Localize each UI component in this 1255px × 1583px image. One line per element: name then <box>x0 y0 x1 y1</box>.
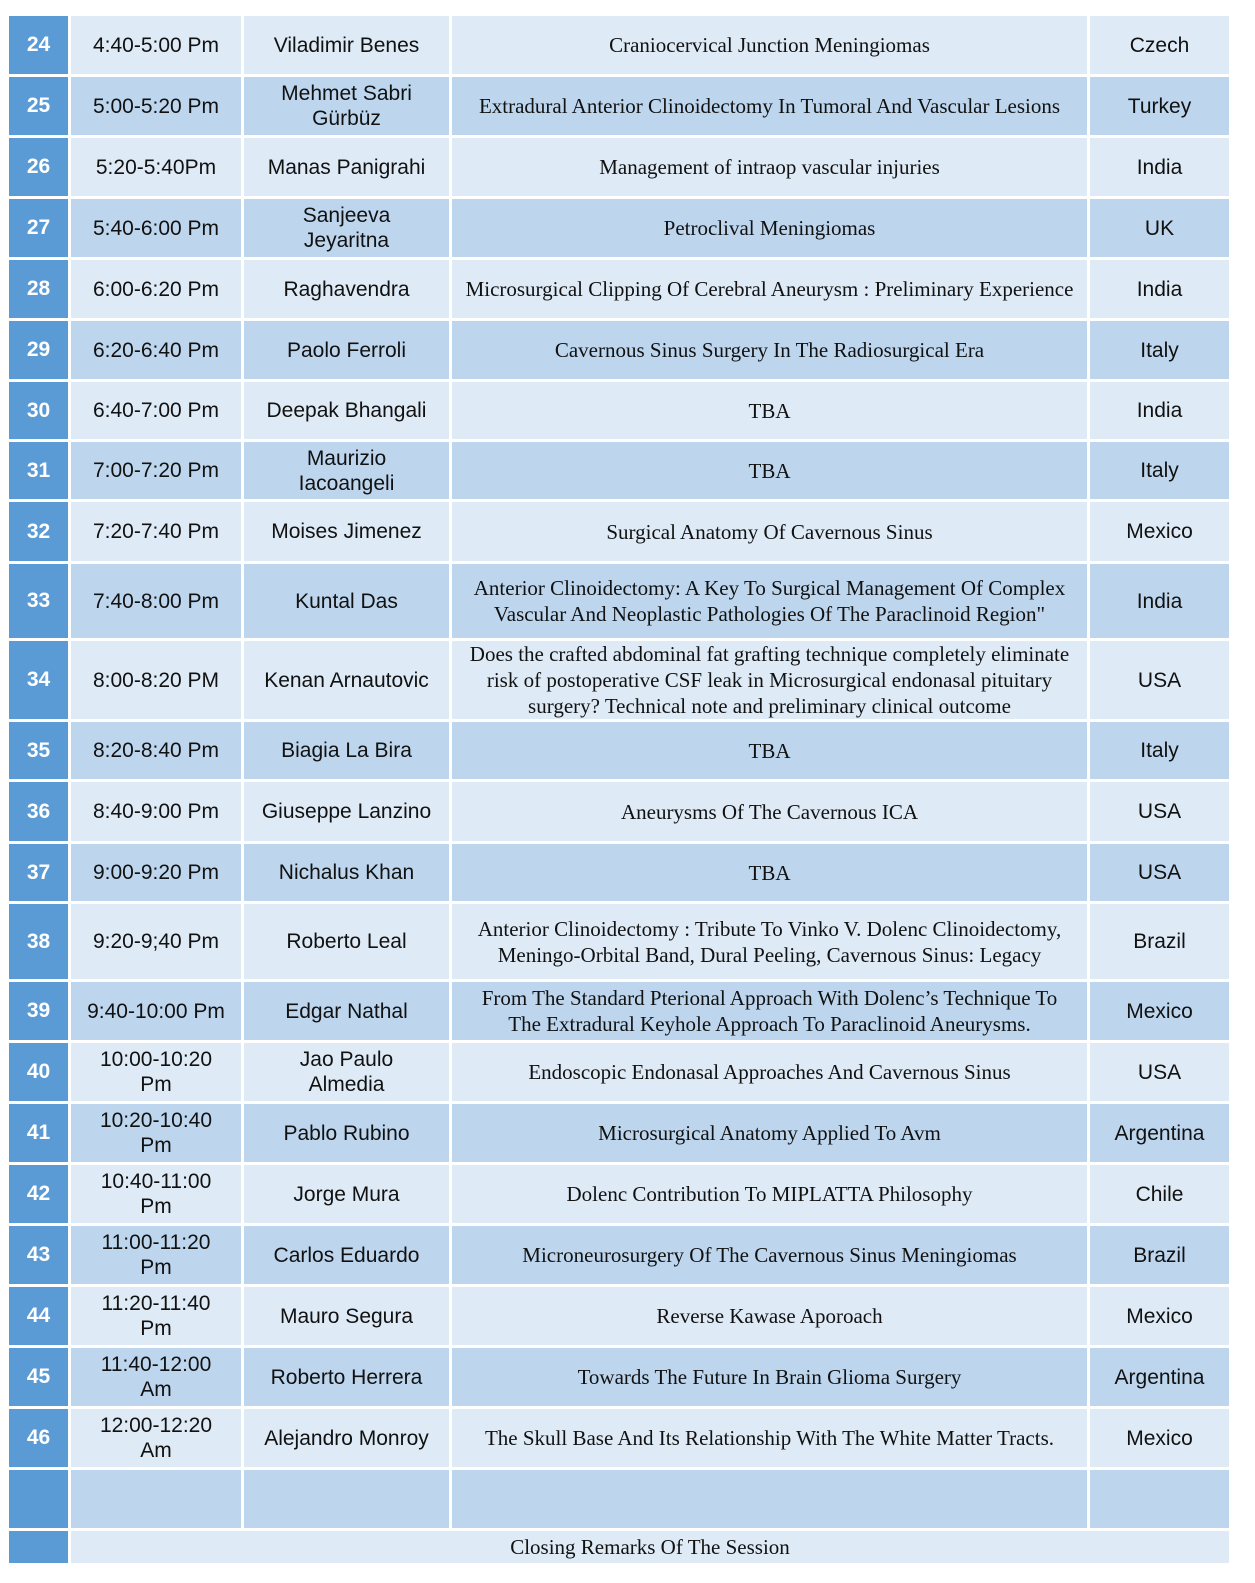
table-row <box>8 1469 1231 1530</box>
session-time: 6:40-7:00 Pm <box>70 381 243 441</box>
speaker-name: Mauro Segura <box>243 1286 451 1347</box>
closing-row-number-cell <box>8 1530 70 1565</box>
speaker-name: Nichalus Khan <box>243 843 451 903</box>
speaker-country: Italy <box>1089 320 1231 381</box>
session-time: 4:40-5:00 Pm <box>70 15 243 76</box>
speaker-name: Kuntal Das <box>243 563 451 640</box>
speaker-country: USA <box>1089 640 1231 721</box>
table-row <box>8 1103 1231 1164</box>
speaker-country: Mexico <box>1089 1408 1231 1469</box>
table-row <box>8 843 1231 903</box>
talk-topic: Petroclival Meningiomas <box>451 198 1089 259</box>
table-row <box>8 441 1231 501</box>
speaker-name: Mehmet Sabri Gürbüz <box>243 76 451 137</box>
session-time: 8:20-8:40 Pm <box>70 721 243 781</box>
session-time <box>70 1469 243 1530</box>
session-time: 7:00-7:20 Pm <box>70 441 243 501</box>
talk-topic: Towards The Future In Brain Glioma Surgery <box>451 1347 1089 1408</box>
table-row <box>8 981 1231 1042</box>
session-number: 37 <box>8 843 70 903</box>
table-row <box>8 1042 1231 1103</box>
session-time: 6:00-6:20 Pm <box>70 259 243 320</box>
speaker-name: Carlos Eduardo <box>243 1225 451 1286</box>
session-time: 8:40-9:00 Pm <box>70 781 243 843</box>
talk-topic: TBA <box>451 381 1089 441</box>
speaker-country: India <box>1089 381 1231 441</box>
session-time: 10:40-11:00 Pm <box>70 1164 243 1225</box>
session-time: 9:20-9;40 Pm <box>70 903 243 981</box>
closing-remarks: Closing Remarks Of The Session <box>70 1530 1231 1565</box>
talk-topic: Reverse Kawase Aporoach <box>451 1286 1089 1347</box>
speaker-name: Giuseppe Lanzino <box>243 781 451 843</box>
table-row <box>8 721 1231 781</box>
speaker-name: Raghavendra <box>243 259 451 320</box>
session-number: 25 <box>8 76 70 137</box>
speaker-name: Maurizio Iacoangeli <box>243 441 451 501</box>
speaker-name: Sanjeeva Jeyaritna <box>243 198 451 259</box>
session-number: 43 <box>8 1225 70 1286</box>
speaker-country: India <box>1089 259 1231 320</box>
talk-topic: Endoscopic Endonasal Approaches And Cavernous Sinus <box>451 1042 1089 1103</box>
session-number: 28 <box>8 259 70 320</box>
speaker-country: Chile <box>1089 1164 1231 1225</box>
speaker-country: Argentina <box>1089 1347 1231 1408</box>
speaker-name: Paolo Ferroli <box>243 320 451 381</box>
speaker-name: Jorge Mura <box>243 1164 451 1225</box>
table-row <box>8 320 1231 381</box>
talk-topic: Surgical Anatomy Of Cavernous Sinus <box>451 501 1089 563</box>
speaker-country: Brazil <box>1089 903 1231 981</box>
session-time: 5:40-6:00 Pm <box>70 198 243 259</box>
speaker-country: Italy <box>1089 441 1231 501</box>
talk-topic: Dolenc Contribution To MIPLATTA Philosophy <box>451 1164 1089 1225</box>
speaker-country: Czech <box>1089 15 1231 76</box>
session-time: 5:20-5:40Pm <box>70 137 243 198</box>
talk-topic: Microsurgical Clipping Of Cerebral Aneurysm : Preliminary Experience <box>451 259 1089 320</box>
table-row <box>8 781 1231 843</box>
session-time: 10:00-10:20 Pm <box>70 1042 243 1103</box>
speaker-country: Mexico <box>1089 981 1231 1042</box>
talk-topic: Cavernous Sinus Surgery In The Radiosurgical Era <box>451 320 1089 381</box>
speaker-country: Brazil <box>1089 1225 1231 1286</box>
speaker-name: Kenan Arnautovic <box>243 640 451 721</box>
session-number: 35 <box>8 721 70 781</box>
session-number: 30 <box>8 381 70 441</box>
session-time: 9:40-10:00 Pm <box>70 981 243 1042</box>
speaker-name: Manas Panigrahi <box>243 137 451 198</box>
speaker-name: Deepak Bhangali <box>243 381 451 441</box>
session-time: 11:00-11:20 Pm <box>70 1225 243 1286</box>
session-number: 24 <box>8 15 70 76</box>
speaker-country: Mexico <box>1089 1286 1231 1347</box>
talk-topic: TBA <box>451 441 1089 501</box>
table-row <box>8 1408 1231 1469</box>
talk-topic: Microsurgical Anatomy Applied To Avm <box>451 1103 1089 1164</box>
speaker-name: Edgar Nathal <box>243 981 451 1042</box>
session-number: 42 <box>8 1164 70 1225</box>
schedule-rows <box>8 15 1231 1530</box>
talk-topic: From The Standard Pterional Approach With Dolenc’s Technique To The Extradural Keyhole Approach To Paraclinoid Aneurysms. <box>451 981 1089 1042</box>
session-number: 26 <box>8 137 70 198</box>
session-number: 45 <box>8 1347 70 1408</box>
table-row <box>8 563 1231 640</box>
table-row <box>8 381 1231 441</box>
session-time: 10:20-10:40 Pm <box>70 1103 243 1164</box>
speaker-country: USA <box>1089 1042 1231 1103</box>
speaker-name: Roberto Herrera <box>243 1347 451 1408</box>
session-time: 9:00-9:20 Pm <box>70 843 243 903</box>
session-number: 40 <box>8 1042 70 1103</box>
talk-topic: Extradural Anterior Clinoidectomy In Tumoral And Vascular Lesions <box>451 76 1089 137</box>
talk-topic: Microneurosurgery Of The Cavernous Sinus Meningiomas <box>451 1225 1089 1286</box>
session-number: 39 <box>8 981 70 1042</box>
session-time: 7:40-8:00 Pm <box>70 563 243 640</box>
speaker-name: Roberto Leal <box>243 903 451 981</box>
speaker-country: USA <box>1089 843 1231 903</box>
talk-topic: Anterior Clinoidectomy : Tribute To Vinko V. Dolenc Clinoidectomy, Meningo-Orbital Band, Dural Peeling, Cavernous Sinus: Legacy <box>451 903 1089 981</box>
speaker-country: India <box>1089 137 1231 198</box>
schedule-table <box>6 13 1232 1566</box>
session-number: 29 <box>8 320 70 381</box>
table-row <box>8 137 1231 198</box>
speaker-country <box>1089 1469 1231 1530</box>
speaker-name <box>243 1469 451 1530</box>
session-number: 33 <box>8 563 70 640</box>
speaker-name: Jao Paulo Almedia <box>243 1042 451 1103</box>
session-number: 34 <box>8 640 70 721</box>
speaker-name: Pablo Rubino <box>243 1103 451 1164</box>
session-number: 27 <box>8 198 70 259</box>
session-time: 8:00-8:20 PM <box>70 640 243 721</box>
speaker-country: Argentina <box>1089 1103 1231 1164</box>
table-row <box>8 1164 1231 1225</box>
session-time: 11:40-12:00 Am <box>70 1347 243 1408</box>
table-row <box>8 640 1231 721</box>
table-row <box>8 259 1231 320</box>
session-time: 12:00-12:20 Am <box>70 1408 243 1469</box>
session-number: 44 <box>8 1286 70 1347</box>
talk-topic: TBA <box>451 721 1089 781</box>
session-time: 6:20-6:40 Pm <box>70 320 243 381</box>
speaker-country: USA <box>1089 781 1231 843</box>
session-time: 5:00-5:20 Pm <box>70 76 243 137</box>
talk-topic: TBA <box>451 843 1089 903</box>
table-row <box>8 76 1231 137</box>
talk-topic: Management of intraop vascular injuries <box>451 137 1089 198</box>
table-row <box>8 1286 1231 1347</box>
session-time: 7:20-7:40 Pm <box>70 501 243 563</box>
session-number: 31 <box>8 441 70 501</box>
table-row <box>8 1347 1231 1408</box>
speaker-name: Moises Jimenez <box>243 501 451 563</box>
session-number <box>8 1469 70 1530</box>
speaker-country: Mexico <box>1089 501 1231 563</box>
talk-topic: Anterior Clinoidectomy: A Key To Surgical Management Of Complex Vascular And Neoplastic Pathologies Of The Paraclinoid Region" <box>451 563 1089 640</box>
speaker-name: Biagia La Bira <box>243 721 451 781</box>
speaker-country: Italy <box>1089 721 1231 781</box>
session-time: 11:20-11:40 Pm <box>70 1286 243 1347</box>
speaker-name: Viladimir Benes <box>243 15 451 76</box>
session-number: 38 <box>8 903 70 981</box>
talk-topic: Craniocervical Junction Meningiomas <box>451 15 1089 76</box>
table-row <box>8 501 1231 563</box>
table-row <box>8 198 1231 259</box>
speaker-country: UK <box>1089 198 1231 259</box>
talk-topic: The Skull Base And Its Relationship With The White Matter Tracts. <box>451 1408 1089 1469</box>
session-number: 32 <box>8 501 70 563</box>
session-number: 41 <box>8 1103 70 1164</box>
talk-topic <box>451 1469 1089 1530</box>
table-row <box>8 15 1231 76</box>
session-number: 36 <box>8 781 70 843</box>
table-row <box>8 903 1231 981</box>
closing-row <box>8 1530 1231 1565</box>
speaker-country: India <box>1089 563 1231 640</box>
speaker-name: Alejandro Monroy <box>243 1408 451 1469</box>
talk-topic: Does the crafted abdominal fat grafting technique completely eliminate risk of postoperative CSF leak in Microsurgical endonasal pituitary surgery? Technical note and preliminary clinical outcome <box>451 640 1089 721</box>
table-row <box>8 1225 1231 1286</box>
session-number: 46 <box>8 1408 70 1469</box>
speaker-country: Turkey <box>1089 76 1231 137</box>
talk-topic: Aneurysms Of The Cavernous ICA <box>451 781 1089 843</box>
